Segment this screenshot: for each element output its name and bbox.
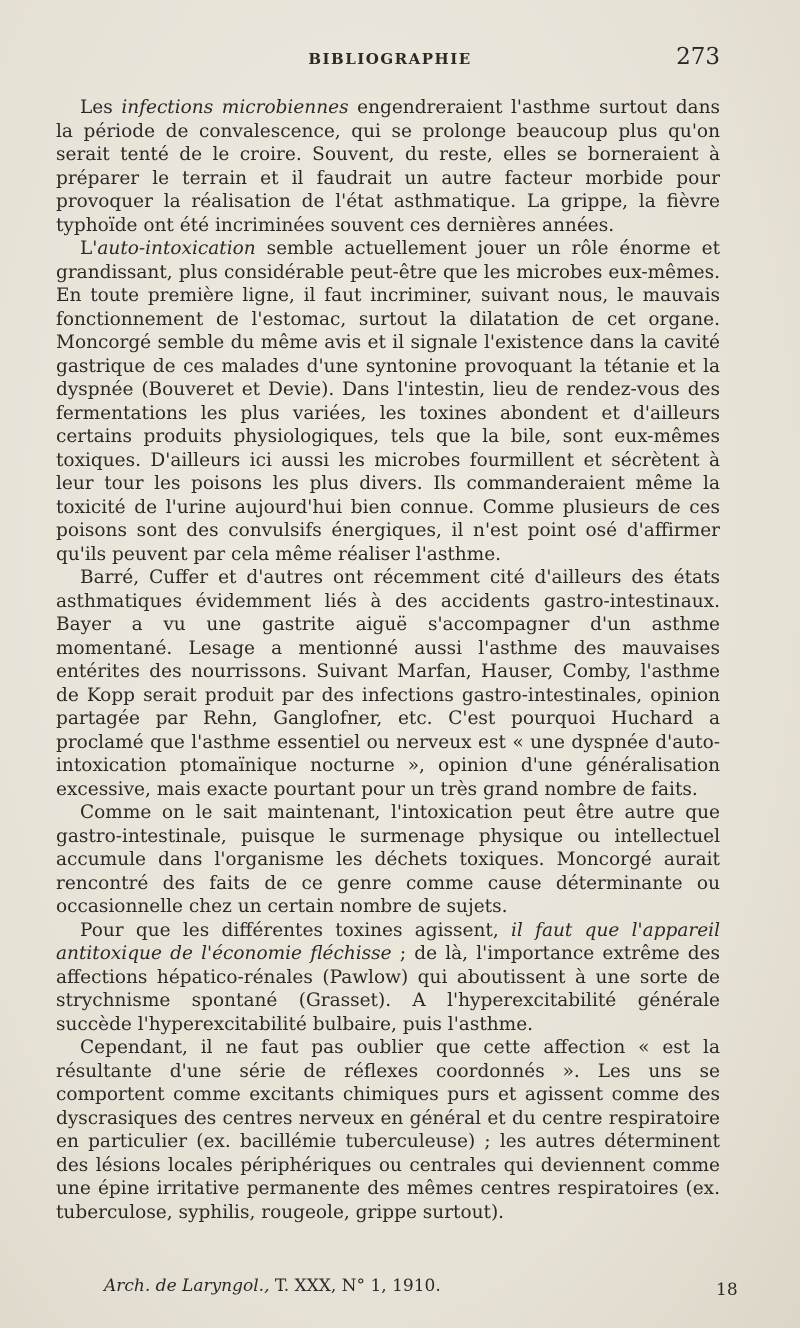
italic-term: auto-intoxication (97, 238, 256, 259)
text-run: Les (80, 97, 122, 118)
paragraph-surmenage (56, 801, 720, 919)
paragraph-antitoxique (56, 919, 720, 1037)
italic-term: il faut que l'appareil antitoxique de l'économie fléchisse (56, 919, 720, 964)
paragraph-reflexes (56, 1036, 720, 1224)
text-run: engendreraient l'asthme surtout dans la période de convalescence, qui se prolonge beaucoup plus qu'on serait tenté de le croire. Souvent, du reste, elles se borneraient à préparer le terrain et il faudrait un autre facteur morbide pour provoquer la réalisation de l'état asthmatique. La grippe, la fièvre typhoïde ont été incriminées souvent ces dernières années. (56, 97, 720, 236)
page-header (60, 44, 720, 74)
running-head: BIBLIOGRAPHIE (308, 50, 472, 68)
text-run: Comme on le sait maintenant, l'intoxication peut être autre que gastro-intestinale, puisque le surmenage physique ou intellectuel accumule dans l'organisme les déchets toxiques. Moncorgé aurait rencontré des faits de ce genre comme cause déterminante ou occasionnelle chez un certain nombre de sujets. (56, 802, 720, 917)
journal-title: Arch. de Laryngol., (104, 1276, 270, 1296)
text-run: Barré, Cuffer et d'autres ont récemment cité d'ailleurs des états asthmatiques évidemment liés à des accidents gastro-intestinaux. Bayer a vu une gastrite aiguë s'accompagner d'un asthme momentané. Lesage a mentionné aussi l'asthme des mauvaises entérites des nourrissons. Suivant Marfan, Hauser, Comby, l'asthme de Kopp serait produit par des infections gastro-intestinales, opinion partagée par Rehn, Ganglofner, etc. C'est pourquoi Huchard a proclamé que l'asthme essentiel ou nerveux est « une dyspnée d'auto-intoxication ptomaïnique nocturne », opinion d'une généralisation excessive, mais exacte pourtant pour un très grand nombre de faits. (56, 567, 720, 800)
text-run: semble actuellement jouer un rôle énorme et grandissant, plus considérable peut-être que les microbes eux-mêmes. En toute première ligne, il faut incriminer, suivant nous, le mauvais fonctionnement de l'estomac, surtout la dilatation de cet organe. Moncorgé semble du même avis et il signale l'existence dans la cavité gastrique de ces malades d'une syntonine provoquant la tétanie et la dyspnée (Bouveret et Devie). Dans l'intestin, lieu de rendez-vous des fermentations les plus variées, les toxines abondent et d'ailleurs certains produits physiologiques, tels que la bile, sont eux-mêmes toxiques. D'ailleurs ici aussi les microbes fourmillent et sécrètent à leur tour les poisons les plus divers. Ils commanderaient même la toxicité de l'urine aujourd'hui bien connue. Comme plusieurs de ces poisons sont des convulsifs énergiques, il n'est point osé d'affirmer qu'ils peuvent par cela même réaliser l'asthme. (56, 238, 720, 565)
page-number: 273 (676, 44, 720, 70)
text-run: Pour que les différentes toxines agissent, (80, 919, 512, 941)
paragraph-auto-intoxication (56, 237, 720, 566)
text-run: Cependant, il ne faut pas oublier que cette affection « est la résultante d'une série de réflexes coordonnés ». Les uns se comportent comme excitants chimiques purs et agissent comme des dyscrasiques des centres nerveux en général et du centre respiratoire en particulier (ex. bacillémie tuberculeuse) ; les autres déterminent des lésions locales périphériques ou centrales qui deviennent comme une épine irritative permanente des mêmes centres respiratoires (ex. tuberculose, syphilis, rougeole, grippe surtout). (56, 1037, 720, 1223)
italic-term: infections microbiennes (121, 97, 349, 118)
article-body (56, 96, 720, 1224)
signature-mark: 18 (716, 1280, 738, 1300)
text-run: L' (80, 238, 98, 259)
page-footer (104, 1276, 738, 1302)
text-run: ; de là, l'importance extrême des affections hépatico-rénales (Pawlow) qui aboutissent à une sorte de strychnisme spontané (Grasset). A l'hyperexcitabilité générale succède l'hyperexcitabilité bulbaire, puis l'asthme. (56, 943, 720, 1035)
paragraph-gastro-intestinal (56, 566, 720, 801)
paragraph-infections (56, 96, 720, 237)
journal-citation (104, 1276, 441, 1296)
journal-volume: T. XXX, N° 1, 1910. (274, 1276, 441, 1296)
